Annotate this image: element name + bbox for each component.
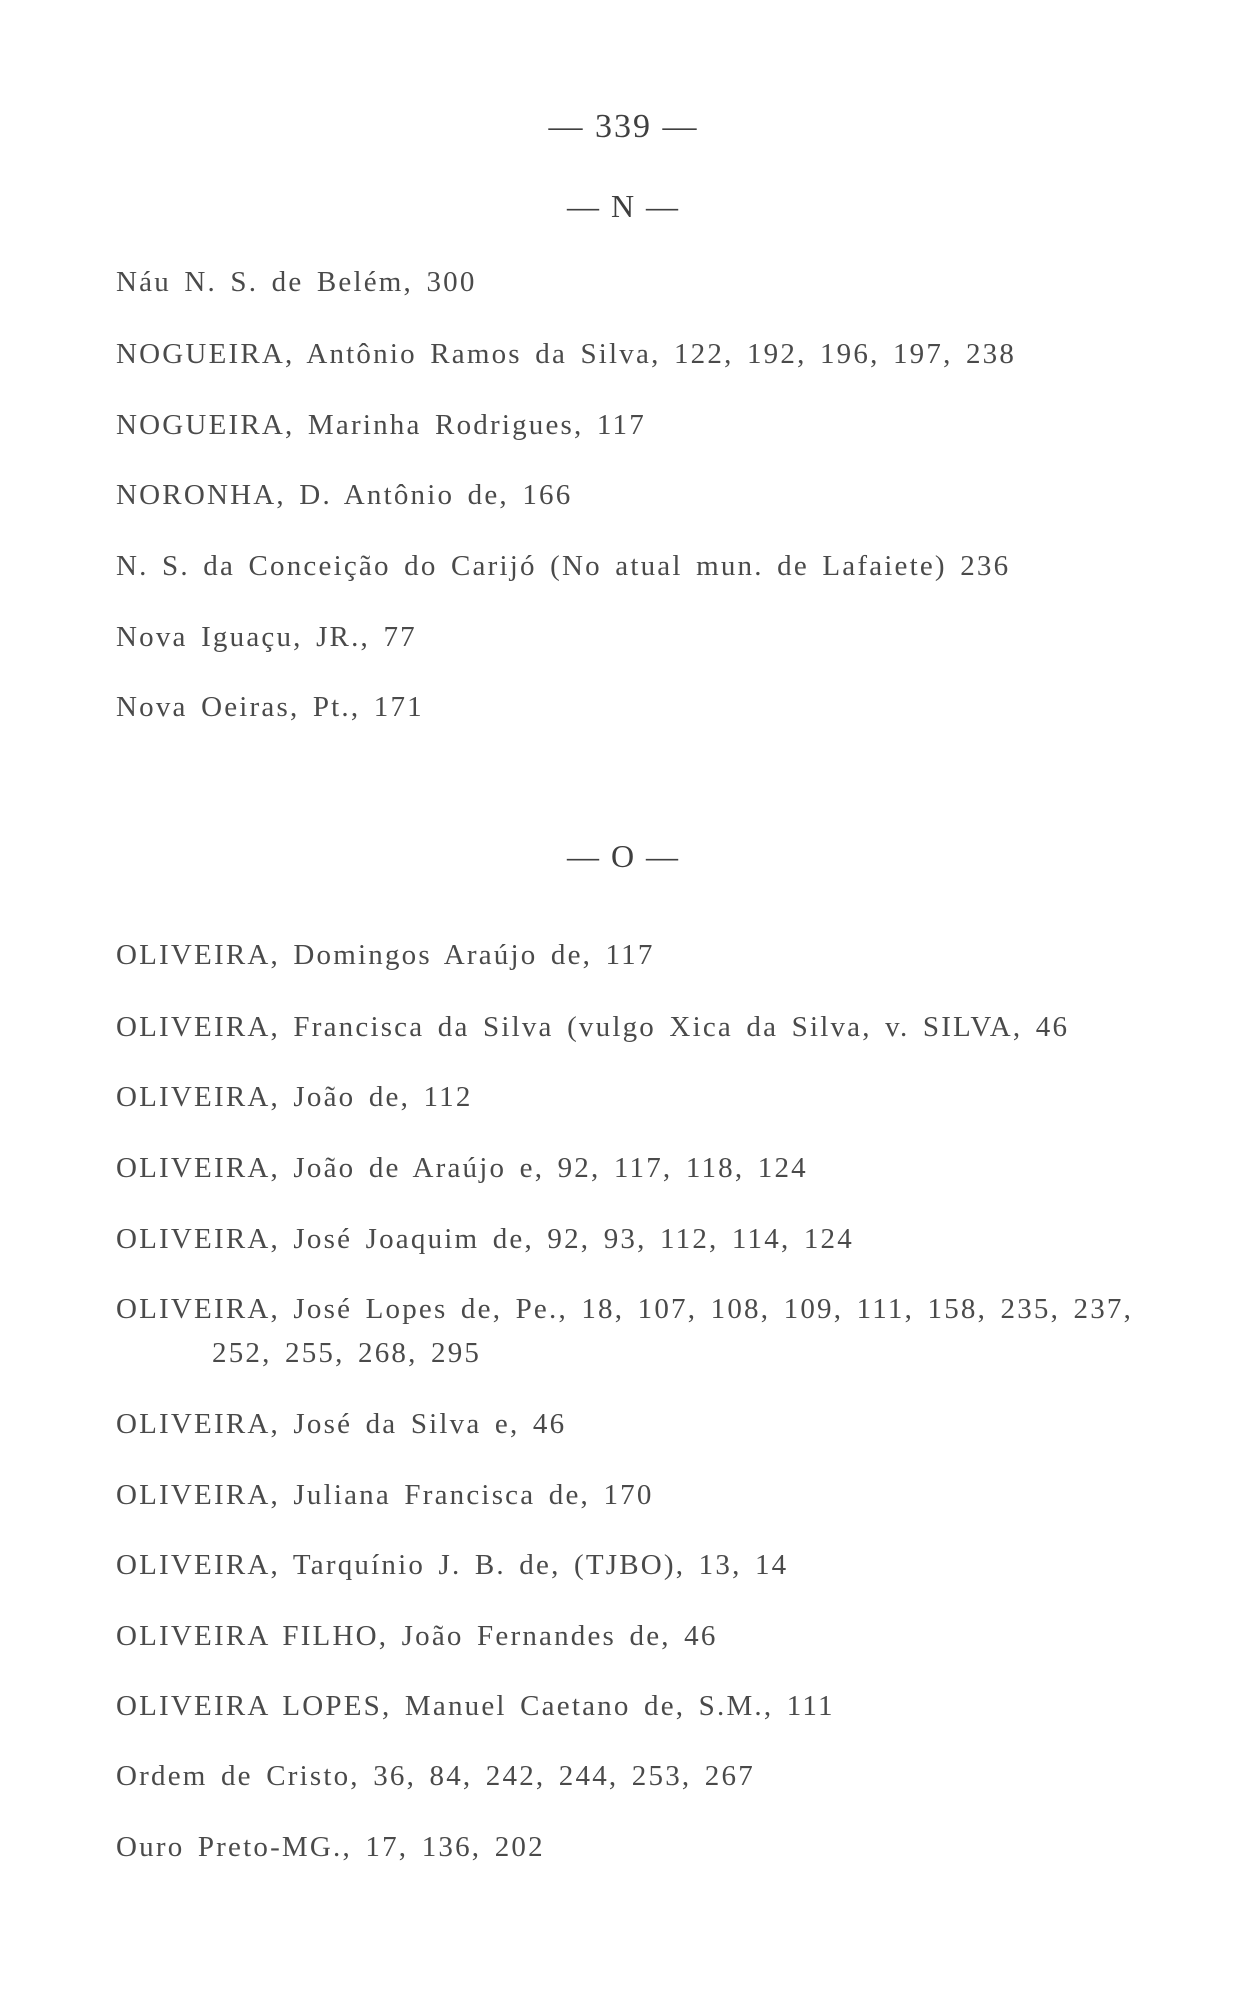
entry-text: OLIVEIRA FILHO, João Fernandes de, 46 [116, 1620, 718, 1652]
index-entry [116, 1077, 1156, 1117]
index-entry [116, 1148, 1156, 1188]
index-entry [116, 617, 1156, 657]
entry-text: OLIVEIRA, José Joaquim de, 92, 93, 112, 114, 124 [116, 1223, 854, 1255]
index-entry [116, 1545, 1156, 1585]
entry-text: Nova Iguaçu, JR., 77 [116, 621, 417, 653]
section-heading-o: — O — [566, 838, 681, 874]
entry-text: OLIVEIRA, João de Araújo e, 92, 117, 118, 124 [116, 1152, 808, 1184]
entry-text: Náu N. S. de Belém, 300 [116, 266, 477, 298]
entry-text: OLIVEIRA LOPES, Manuel Caetano de, S.M., 111 [116, 1690, 835, 1722]
entry-text: Ordem de Cristo, 36, 84, 242, 244, 253, 267 [116, 1760, 755, 1792]
section-heading-n: — N — [566, 188, 681, 224]
index-entry [116, 1007, 1156, 1047]
index-entry [116, 687, 1156, 727]
index-entry [116, 935, 1156, 975]
entry-text: Ouro Preto-MG., 17, 136, 202 [116, 1831, 545, 1863]
index-entry [116, 1756, 1156, 1796]
entry-text: Nova Oeiras, Pt., 171 [116, 691, 424, 723]
entry-text: OLIVEIRA, Domingos Araújo de, 117 [116, 939, 655, 971]
entry-text: NOGUEIRA, Marinha Rodrigues, 117 [116, 409, 646, 441]
page-number: — 339 — [548, 108, 699, 145]
index-entry [116, 1219, 1156, 1259]
index-entry [116, 546, 1156, 586]
entry-continuation: 252, 255, 268, 295 [212, 1337, 482, 1369]
entry-text: NOGUEIRA, Antônio Ramos da Silva, 122, 192, 196, 197, 238 [116, 338, 1017, 370]
index-entry [116, 334, 1156, 374]
entry-text: OLIVEIRA, Juliana Francisca de, 170 [116, 1479, 654, 1511]
index-entry [116, 1616, 1156, 1656]
index-entry [116, 262, 1156, 302]
entry-text: OLIVEIRA, João de, 112 [116, 1081, 473, 1113]
index-entry [116, 1404, 1156, 1444]
entry-text: OLIVEIRA, Francisca da Silva (vulgo Xica da Silva, v. SILVA, 46 [116, 1011, 1070, 1043]
entry-text: N. S. da Conceição do Carijó (No atual mun. de Lafaiete) 236 [116, 550, 1011, 582]
index-entry [116, 1289, 1156, 1373]
index-entry [116, 475, 1156, 515]
index-entry [116, 1827, 1156, 1867]
index-entry [116, 1475, 1156, 1515]
entry-text: NORONHA, D. Antônio de, 166 [116, 479, 573, 511]
index-entry [116, 405, 1156, 445]
index-entry [116, 1686, 1156, 1726]
entry-text: OLIVEIRA, José Lopes de, Pe., 18, 107, 108, 109, 111, 158, 235, 237, [116, 1293, 1134, 1325]
entry-text: OLIVEIRA, José da Silva e, 46 [116, 1408, 567, 1440]
entry-text: OLIVEIRA, Tarquínio J. B. de, (TJBO), 13, 14 [116, 1549, 789, 1581]
